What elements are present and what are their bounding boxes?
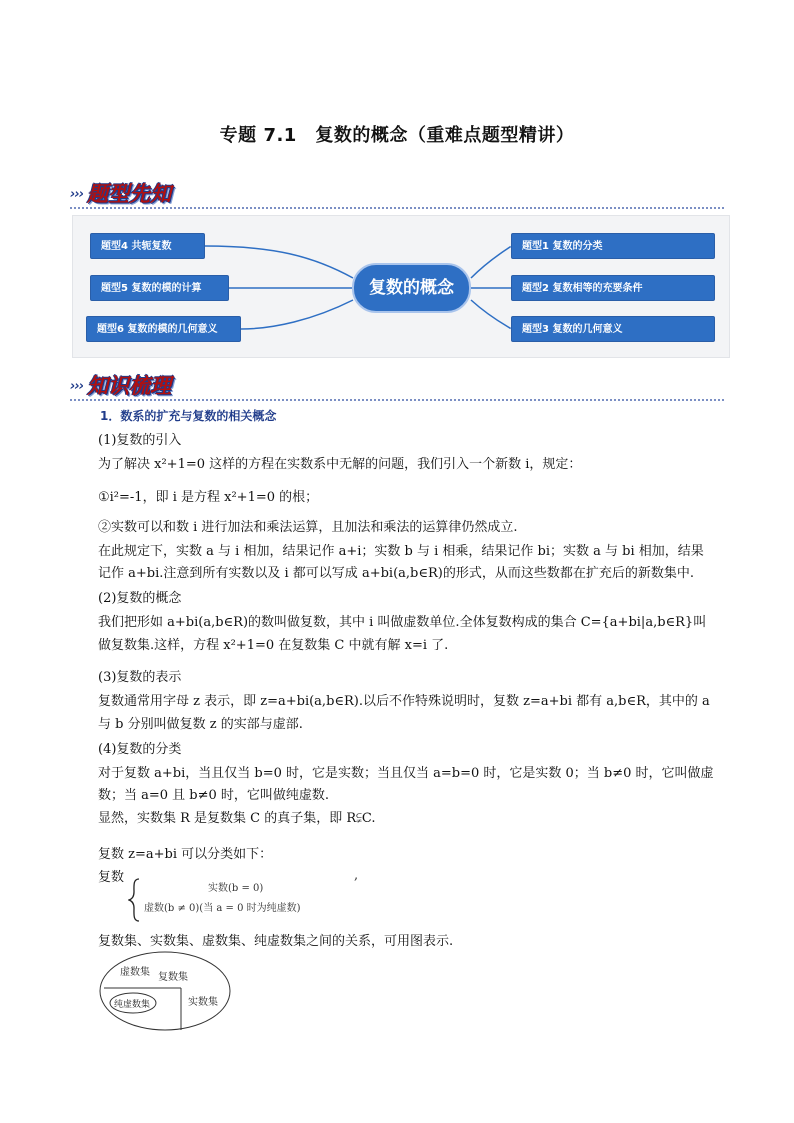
- mind-map-item-type6: 题型6 复数的模的几何意义: [86, 316, 241, 342]
- banner-label: 题型先知: [87, 182, 172, 206]
- paragraph-line: 复数集、实数集、虚数集、纯虚数集之间的关系，可用图表示.: [98, 934, 454, 949]
- banner-knowledge: [70, 370, 171, 400]
- banner-divider: [70, 207, 724, 209]
- banner-arrows-icon: ›››: [70, 187, 84, 202]
- paragraph-line: 为了解决 x²+1=0 这样的方程在实数系中无解的问题，我们引入一个新数 i，规定：: [98, 457, 582, 472]
- paragraph-line: 在此规定下，实数 a 与 i 相加，结果记作 a+i；实数 b 与 i 相乘，结果记作 bi；实数 a 与 bi 相加，结果: [98, 544, 704, 559]
- paragraph-line: 我们把形如 a+bi(a,b∈R)的数叫做复数，其中 i 叫做虚数单位.全体复数构成的集合 C={a+bi|a,b∈R}叫: [98, 615, 707, 630]
- brace-label: 复数: [98, 870, 125, 885]
- venn-label-pure: 纯虚数集: [114, 1000, 151, 1010]
- venn-shapes: [98, 950, 232, 1032]
- subheading-classification: (4)复数的分类: [98, 742, 182, 757]
- mind-map-item-type5: 题型5 复数的模的计算: [90, 275, 229, 301]
- banner-divider: [70, 399, 724, 401]
- paragraph-line: ①i²=-1，即 i 是方程 x²+1=0 的根；: [98, 490, 319, 505]
- paragraph-line: 对于复数 a+bi，当且仅当 b=0 时，它是实数；当且仅当 a=b=0 时，它是实数 0；当 b≠0 时，它叫做虚: [98, 766, 714, 781]
- brace-row-imaginary: 虚数(b ≠ 0)(当 a = 0 时为纯虚数): [144, 903, 301, 914]
- subheading-intro: (1)复数的引入: [98, 433, 182, 448]
- paragraph-line: 记作 a+bi.注意到所有实数以及 i 都可以写成 a+bi(a,b∈R)的形式，从而这些数都在扩充后的新数集中.: [98, 566, 694, 581]
- subheading-concept: (2)复数的概念: [98, 591, 182, 606]
- page-title: 专题 7.1 复数的概念（重难点题型精讲）: [219, 125, 575, 146]
- brace-comma: ,: [354, 868, 359, 883]
- venn-label-real: 实数集: [188, 997, 218, 1008]
- mind-map-item-type4: 题型4 共轭复数: [90, 233, 205, 259]
- paragraph-line: 复数通常用字母 z 表示，即 z=a+bi(a,b∈R).以后不作特殊说明时，复数 z=a+bi 都有 a,b∈R，其中的 a: [98, 694, 710, 709]
- mind-map-item-type1: 题型1 复数的分类: [511, 233, 715, 259]
- paragraph-line: ②实数可以和数 i 进行加法和乘法运算，且加法和乘法的运算律仍然成立.: [98, 520, 518, 535]
- paragraph-line: 显然，实数集 R 是复数集 C 的真子集，即 R⫋C.: [98, 811, 376, 826]
- mind-map: [72, 215, 730, 358]
- venn-label-complex: 复数集: [158, 972, 188, 983]
- section-heading: 1．数系的扩充与复数的相关概念: [100, 409, 277, 423]
- banner-label: 知识梳理: [87, 374, 172, 398]
- banner-arrows-icon: ›››: [70, 379, 84, 394]
- venn-label-imaginary: 虚数集: [120, 967, 150, 978]
- classification-brace: [98, 866, 458, 922]
- paragraph-line: 与 b 分别叫做复数 z 的实部与虚部.: [98, 717, 303, 732]
- paragraph-line: 数；当 a=0 且 b≠0 时，它叫做纯虚数.: [98, 788, 330, 803]
- paragraph-line: 复数 z=a+bi 可以分类如下：: [98, 847, 273, 862]
- set-relation-diagram: [98, 950, 232, 1036]
- banner-question-types: [70, 178, 171, 208]
- paragraph-line: 做复数集.这样，方程 x²+1=0 在复数集 C 中就有解 x=i 了.: [98, 638, 449, 653]
- mind-map-center: 复数的概念: [352, 263, 471, 313]
- brace-row-real: 实数(b = 0): [208, 883, 264, 894]
- subheading-notation: (3)复数的表示: [98, 670, 182, 685]
- left-brace-icon: [128, 878, 142, 922]
- mind-map-item-type2: 题型2 复数相等的充要条件: [511, 275, 715, 301]
- mind-map-item-type3: 题型3 复数的几何意义: [511, 316, 715, 342]
